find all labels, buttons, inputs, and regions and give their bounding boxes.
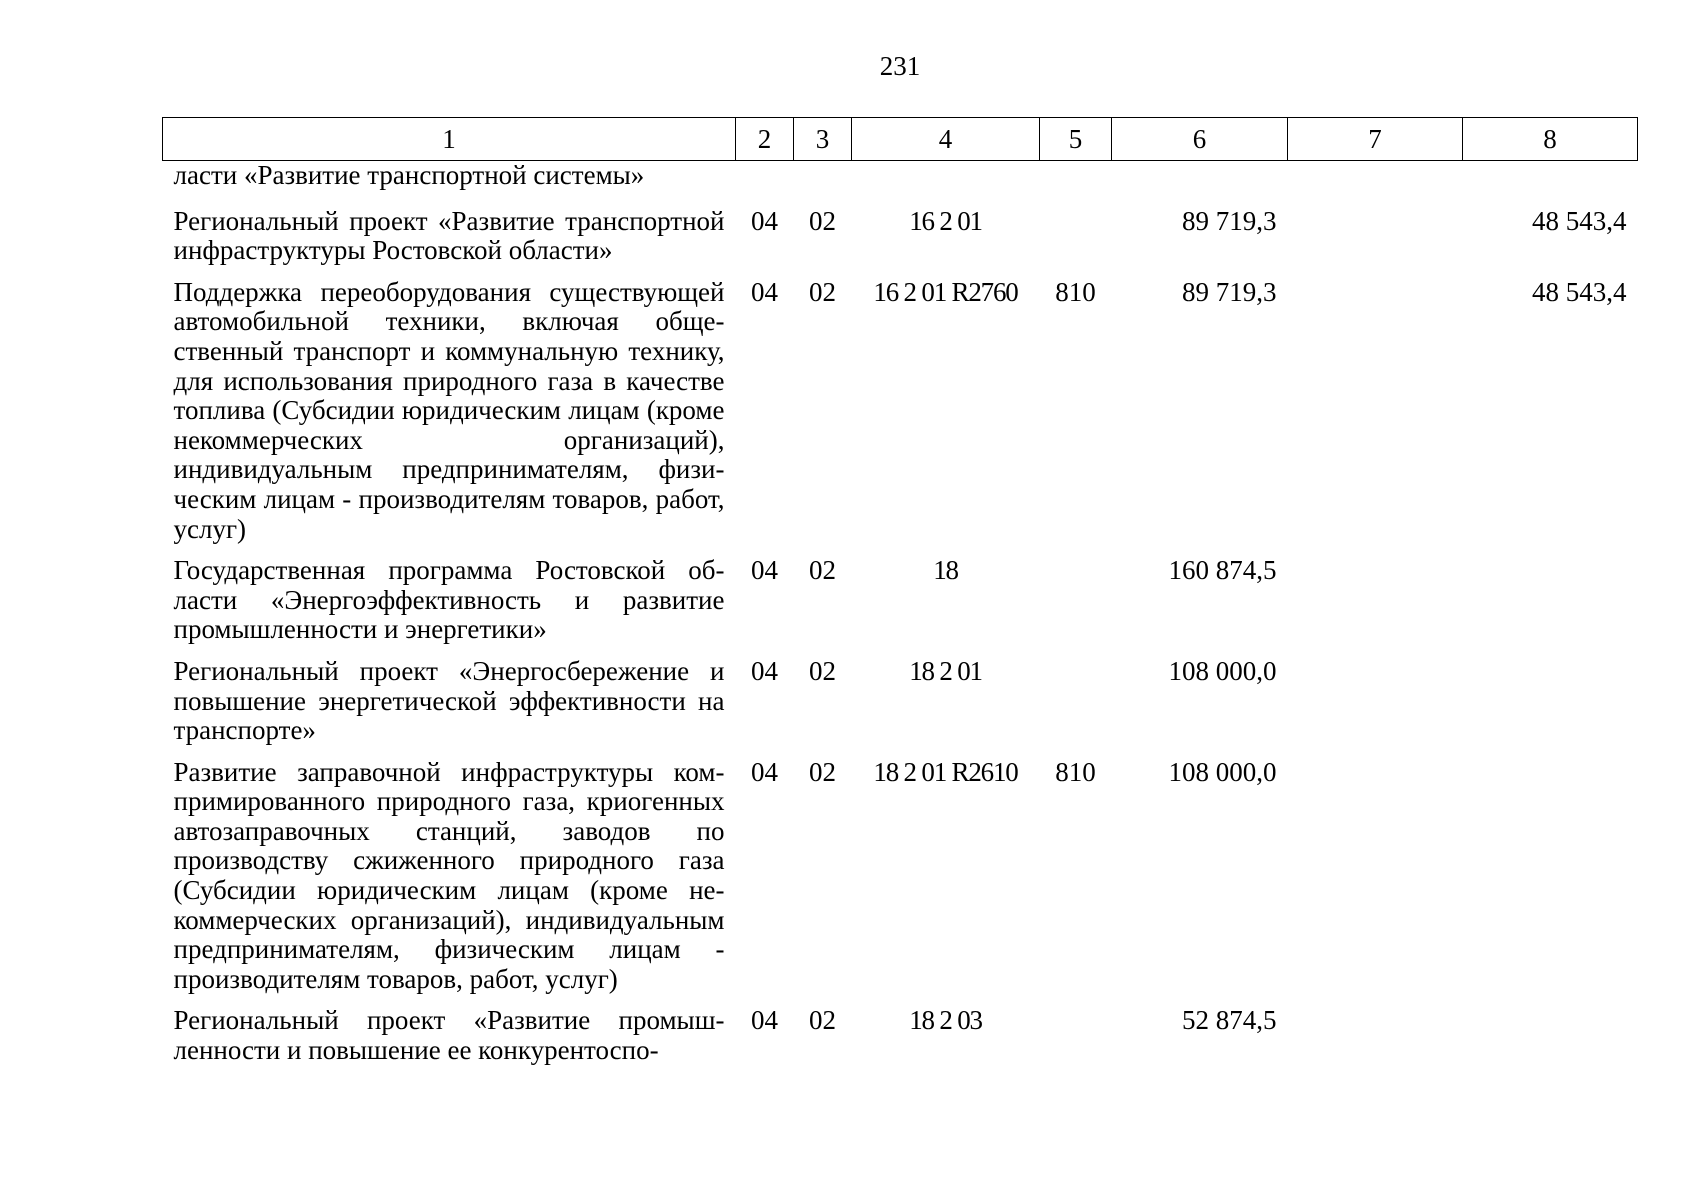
row-target-code: 16 2 01 R2760 [873, 276, 1018, 307]
row-col7 [1288, 996, 1463, 1067]
row-col6: 108 000,0 [1168, 655, 1277, 686]
row-col6: 108 000,0 [1168, 756, 1277, 787]
row-col8 [1463, 996, 1638, 1067]
header-col-1: 1 [163, 118, 736, 161]
table-row [163, 748, 1638, 997]
header-col-4: 4 [852, 118, 1040, 161]
row-col7 [1288, 647, 1463, 748]
row-section: 04 [751, 205, 778, 236]
row-name: Региональный проект «Развитие транспортной инфраструктуры Ростовской области» [173, 205, 725, 266]
row-target-code: 18 2 01 R2610 [873, 756, 1018, 787]
continuation-row [163, 161, 1638, 197]
row-col8: 48 543,4 [1532, 205, 1627, 236]
row-section: 04 [751, 756, 778, 787]
row-col8 [1463, 647, 1638, 748]
row-col6: 160 874,5 [1168, 555, 1277, 586]
row-expense-type [1040, 546, 1112, 647]
row-subsection: 02 [809, 1005, 836, 1036]
row-subsection: 02 [809, 756, 836, 787]
row-name: Региональный проект «Развитие промышленности и повышение ее конкурентоспо- [173, 1005, 725, 1066]
header-col-5: 5 [1040, 118, 1112, 161]
table-row [163, 546, 1638, 647]
row-expense-type [1040, 197, 1112, 268]
row-name: Развитие заправочной инфраструктуры компримированного природного газа, криогенных автозаправочных станций, заводов по производству сжиженного природного газа (Субсидии юридическим лицам (кроме некоммерческих организаций), индивидуальным предпринимателям, физическим лицам - производителям товаров, работ, услуг) [173, 756, 725, 994]
row-col6: 89 719,3 [1182, 276, 1277, 307]
row-col8 [1463, 546, 1638, 647]
header-col-3: 3 [794, 118, 852, 161]
row-col7 [1288, 268, 1463, 546]
table-row [163, 647, 1638, 748]
row-name: Региональный проект «Энергосбережение и повышение энергетической эффективности на транспорте» [173, 655, 725, 746]
row-col8: 48 543,4 [1532, 276, 1627, 307]
header-col-2: 2 [736, 118, 794, 161]
row-col7 [1288, 546, 1463, 647]
row-name: Поддержка переоборудования существующей автомобильной техники, включая общественный транспорт и коммунальную технику, для использования природного газа в качестве топлива (Субсидии юридическим лицам (кроме некоммерческих организаций), индивидуальным предпринимателям, физическим лицам - производителям товаров, работ, услуг) [173, 276, 725, 544]
table-row [163, 268, 1638, 546]
row-expense-type: 810 [1055, 276, 1096, 307]
row-col8 [1463, 748, 1638, 997]
row-subsection: 02 [809, 276, 836, 307]
row-section: 04 [751, 276, 778, 307]
table-row [163, 197, 1638, 268]
row-col7 [1288, 748, 1463, 997]
page-number: 231 [879, 51, 921, 81]
header-col-6: 6 [1112, 118, 1288, 161]
row-subsection: 02 [809, 655, 836, 686]
continuation-text: ласти «Развитие транспортной системы» [173, 160, 645, 190]
row-col6: 89 719,3 [1182, 205, 1277, 236]
budget-table [162, 117, 1638, 1068]
header-col-8: 8 [1463, 118, 1638, 161]
row-col7 [1288, 197, 1463, 268]
row-section: 04 [751, 555, 778, 586]
table-row [163, 996, 1638, 1067]
header-col-7: 7 [1288, 118, 1463, 161]
row-name: Государственная программа Ростовской области «Энергоэффективность и развитие промышленности и энергетики» [173, 555, 725, 645]
row-target-code: 18 2 01 [909, 655, 982, 686]
row-col6: 52 874,5 [1182, 1005, 1277, 1036]
row-target-code: 18 2 03 [909, 1005, 982, 1036]
row-target-code: 18 [933, 555, 958, 586]
row-expense-type [1040, 647, 1112, 748]
table-header-row [163, 118, 1638, 161]
row-section: 04 [751, 1005, 778, 1036]
row-section: 04 [751, 655, 778, 686]
row-expense-type [1040, 996, 1112, 1067]
row-target-code: 16 2 01 [909, 205, 982, 236]
row-subsection: 02 [809, 205, 836, 236]
row-expense-type: 810 [1055, 756, 1096, 787]
row-subsection: 02 [809, 555, 836, 586]
